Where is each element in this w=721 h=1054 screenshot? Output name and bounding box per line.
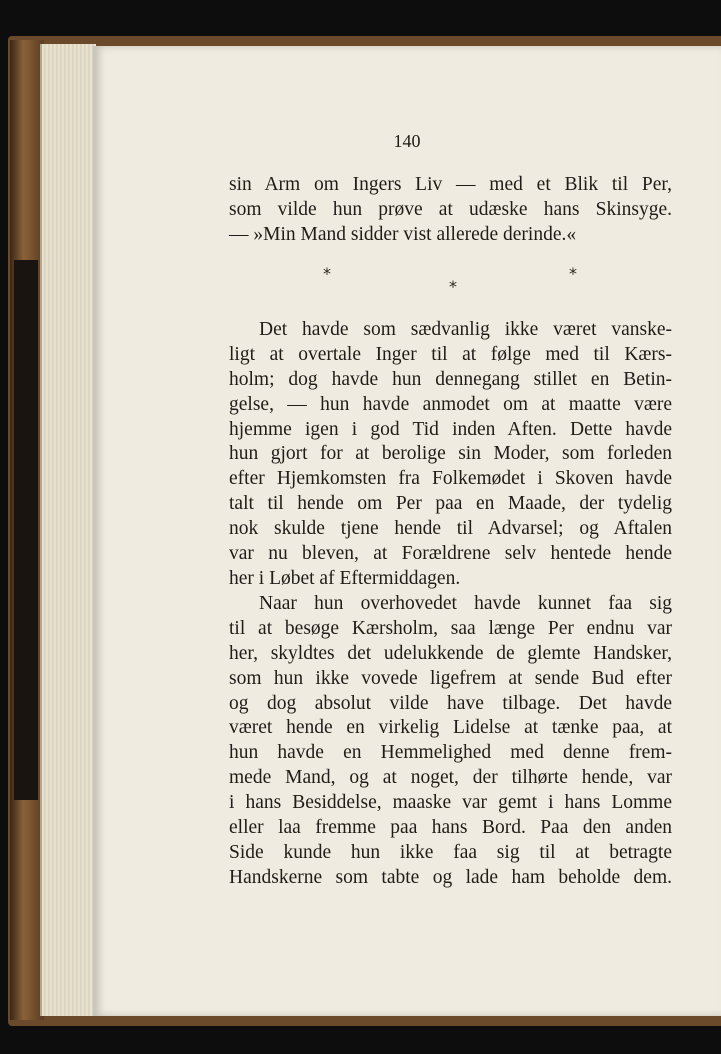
text-line: og dog absolut vilde have tilbage. Det havde [229, 692, 672, 714]
paragraph-1 [229, 318, 672, 592]
text-line: til at besøge Kærsholm, saa længe Per endnu var [229, 617, 672, 639]
text-line: talt til hende om Per paa en Maade, der tydelig [229, 493, 672, 515]
text-line: nok skulde tjene hende til Advarsel; og Aftalen [229, 518, 672, 540]
text-line: som hun ikke vovede ligefrem at sende Bud efter [229, 667, 672, 689]
text-line: ligt at overtale Inger til at følge med til Kærs- [229, 343, 672, 365]
text-line: var nu bleven, at Forældrene selv hentede hende [229, 543, 672, 565]
section-break-star: * [569, 264, 577, 283]
text-line: Naar hun overhovedet havde kunnet faa sig [259, 593, 672, 614]
opening-lines [229, 173, 672, 248]
page-number: 140 [393, 131, 421, 151]
text-line: Det havde som sædvanlig ikke været vanske- [259, 319, 672, 340]
text-line: eller laa fremme paa hans Bord. Paa den anden [229, 817, 672, 839]
text-line: her, skyldtes det udelukkende de glemte Handsker, [229, 642, 672, 664]
text-line: hun havde en Hemmelighed med denne frem- [229, 742, 672, 764]
text-line: i hans Besiddelse, maaske var gemt i hans Lomme [229, 792, 672, 814]
text-line: efter Hjemkomsten fra Folkemødet i Skoven havde [229, 468, 672, 490]
text-line: hjemme igen i god Tid inden Aften. Dette havde [229, 418, 672, 440]
text-line: sin Arm om Ingers Liv — med et Blik til Per, [229, 174, 672, 195]
text-line: holm; dog havde hun dennegang stillet en Betin- [229, 368, 672, 390]
cover-shadow [14, 260, 38, 800]
text-line: her i Løbet af Eftermiddagen. [229, 567, 461, 589]
text-line: som vilde hun prøve at udæske hans Skinsyge. [229, 198, 672, 220]
text-line: gelse, — hun havde anmodet om at maatte være [229, 393, 672, 415]
section-break-star: * [323, 264, 331, 283]
text-line: mede Mand, og at noget, der tilhørte hende, var [229, 767, 672, 789]
text-line: Handskerne som tabte og lade ham beholde dem. [229, 866, 672, 888]
page-edges [40, 44, 96, 1016]
text-line: — »Min Mand sidder vist allerede derinde.« [229, 223, 577, 245]
text-line: været hende en virkelig Lidelse at tænke paa, at [229, 717, 672, 739]
text-line: Side kunde hun ikke faa sig til at betragte [229, 841, 672, 863]
section-break-star: * [449, 277, 457, 296]
paragraph-2 [229, 592, 672, 891]
text-line: hun gjort for at berolige sin Moder, som forleden [229, 443, 672, 465]
